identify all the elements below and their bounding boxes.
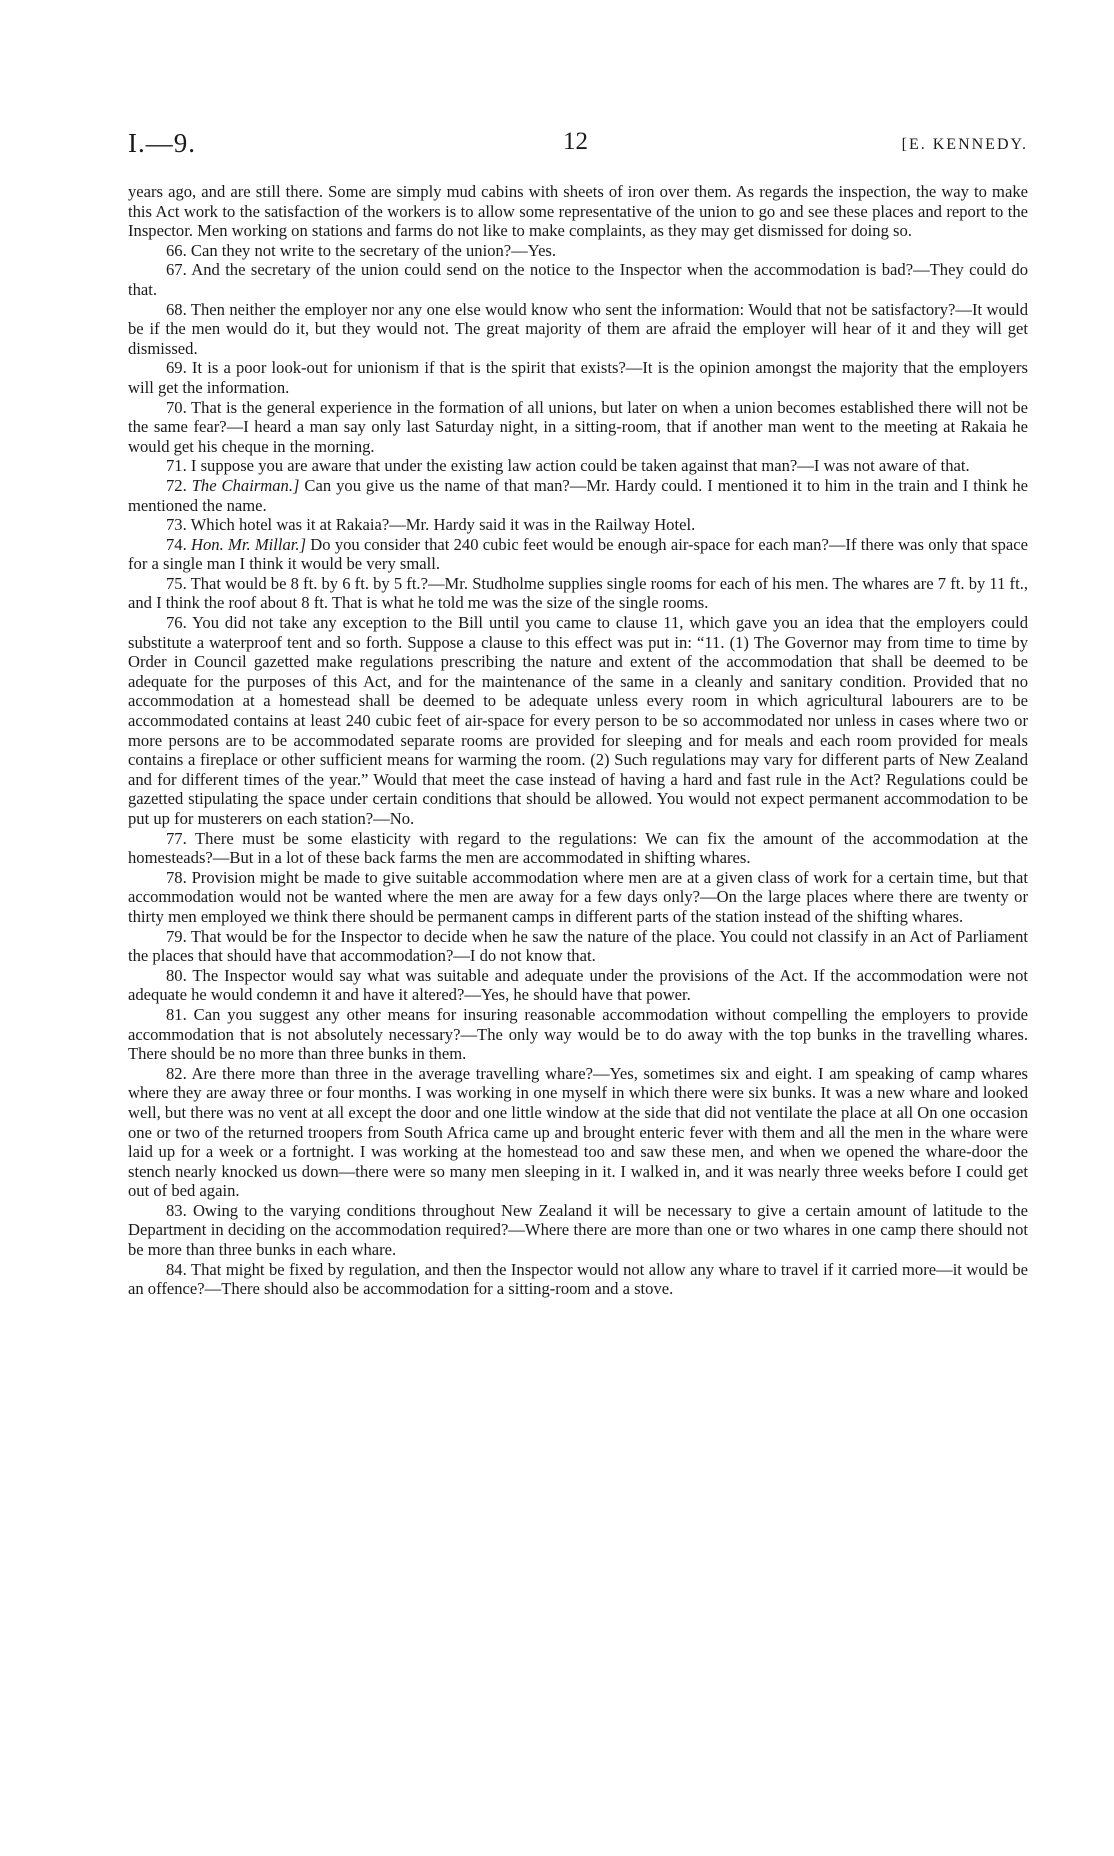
paragraph: 71. I suppose you are aware that under the existing law action could be taken against that man?—I was not aware of that. bbox=[166, 456, 970, 476]
paragraph: 77. There must be some elasticity with regard to the regulations: We can fix the amount of the accommodation at the homesteads?—But in a lot of these back farms the men are accommodated in shifting whares. bbox=[128, 828, 1028, 868]
paragraph: 67. And the secretary of the union could send on the notice to the Inspector when the accommodation is bad?—They could do that. bbox=[128, 260, 1029, 299]
paragraph: 70. That is the general experience in the formation of all unions, but later on when a union becomes established there will not be the same fear?—I heard a man say only last Saturday night, in a sitting-room, that if another man went to the meeting at Rakaia he would get his cheque in the morning. bbox=[128, 397, 1028, 456]
page-number: 12 bbox=[563, 128, 588, 155]
paragraph: 80. The Inspector would say what was suitable and adequate under the provisions of the Act. If the accommodation were not adequate he would condemn it and have it altered?—Yes, he should have that power. bbox=[128, 965, 1028, 1005]
paragraph: 69. It is a poor look-out for unionism if that is the spirit that exists?—It is the opinion amongst the majority that the employers will get the information. bbox=[128, 358, 1028, 397]
paragraph: 82. Are there more than three in the average travelling whare?—Yes, sometimes six and eight. I am speaking of camp whares where they are away three or four months. I was working in one myself in which there were six bunks. It was a new whare and looked well, but there was no vent at all except the door and one little window at the side that did not ventilate the place at all On one occasion one or two of the returned troopers from South Africa came up and brought enteric fever with them and all the men in the whare were laid up for a week or a fortnight. I was working at the homestead too and saw these men, and when we opened the whare-door the stench nearly knocked us down—there were so many men sleeping in it. I walked in, and it was nearly three weeks before I could get out of bed again. bbox=[128, 1063, 1029, 1201]
paragraph: 78. Provision might be made to give suitable accommodation where men are at a given class of work for a certain time, but that accommodation would not be wanted where the men are away for a few days only?—On the large places where there are twenty or thirty men employed we think there should be permanent camps in different parts of the station instead of the shifting whares. bbox=[128, 867, 1028, 926]
paragraph: 66. Can they not write to the secretary of the union?—Yes. bbox=[166, 240, 557, 260]
speaker: The Chairman.] bbox=[191, 475, 300, 495]
paper-reference: I.—9. bbox=[128, 128, 196, 158]
paragraph: years ago, and are still there. Some are simply mud cabins with sheets of iron over them. As regards the inspection, the way to make this Act work to the satisfaction of the workers is to allow some representative of the union to go and see these places and report to the Inspector. Men working on stations and farms do not like to make complaints, as they may get dismissed for doing so. bbox=[128, 182, 1028, 241]
paragraph: 73. Which hotel was it at Rakaia?—Mr. Hardy said it was in the Railway Hotel. bbox=[166, 515, 696, 535]
speaker: Hon. Mr. Millar.] bbox=[191, 534, 307, 554]
paragraph: 79. That would be for the Inspector to decide when he saw the nature of the place. You could not classify in an Act of Parliament the places that should have that accommodation?—I do not know that. bbox=[128, 926, 1028, 966]
paragraph: 68. Then neither the employer nor any one else would know who sent the information: Would that not be satisfactory?—It would be if the men would do it, but they would not. The great majority of them are afraid the employer will hear of it and they will get dismissed. bbox=[128, 299, 1028, 358]
witness-name: [E. KENNEDY. bbox=[901, 136, 1028, 153]
document-body bbox=[128, 182, 1028, 1299]
paragraph: 75. That would be 8 ft. by 6 ft. by 5 ft.?—Mr. Studholme supplies single rooms for each of his men. The whares are 7 ft. by 11 ft., and I think the roof about 8 ft. That is what he told me was the size of the single rooms. bbox=[128, 573, 1028, 613]
paragraph: 76. You did not take any exception to the Bill until you came to clause 11, which gave you an idea that the employers could substitute a waterproof tent and so forth. Suppose a clause to this effect was put in: “11. (1) The Governor may from time to time by Order in Council gazetted make regulations prescribing the nature and extent of the accommodation that shall be deemed to be adequate for the purposes of this Act, and for the maintenance of the same in a cleanly and sanitary condition. Provided that no accommodation at a homestead shall be deemed to be adequate unless every room in which agricultural labourers are to be accommodated contains at least 240 cubic feet of air-space for every person to be so accommodated nor unless in cases where two or more persons are to be accommodated separate rooms are provided for sleeping and for meals and each room provided for meals contains a fireplace or other sufficient means for warming the room. (2) Such regulations may vary for different parts of New Zealand and for different times of the year.” Would that meet the case instead of having a hard and fast rule in the Act? Regulations could be gazetted stipulating the space under certain conditions that should be allowed. You would not expect permanent accommodation to be put up for musterers on each station?—No. bbox=[128, 613, 1028, 828]
page-header bbox=[128, 128, 1028, 168]
paragraph: 83. Owing to the varying conditions throughout New Zealand it will be necessary to give a certain amount of latitude to the Department in deciding on the accommodation required?—Where there are more than one or two whares in one camp there should not be more than three bunks in each whare. bbox=[128, 1200, 1028, 1260]
paragraph: 74. Hon. Mr. Millar.] Do you consider that 240 cubic feet would be enough air-space for each man?—If there was only that space for a single man I think it would be very small. bbox=[128, 534, 1028, 574]
paragraph: 72. The Chairman.] Can you give us the name of that man?—Mr. Hardy could. I mentioned it to him in the train and I think he mentioned the name. bbox=[128, 475, 1028, 515]
paragraph: 81. Can you suggest any other means for insuring reasonable accommodation without compelling the employers to provide accommodation that is not absolutely necessary?—The only way would be to do away with the top bunks in the travelling whares. There should be no more than three bunks in them. bbox=[128, 1004, 1028, 1064]
paragraph: 84. That might be fixed by regulation, and then the Inspector would not allow any whare to travel if it carried more—it would be an offence?—There should also be accommodation for a sitting-room and a stove. bbox=[128, 1259, 1029, 1299]
